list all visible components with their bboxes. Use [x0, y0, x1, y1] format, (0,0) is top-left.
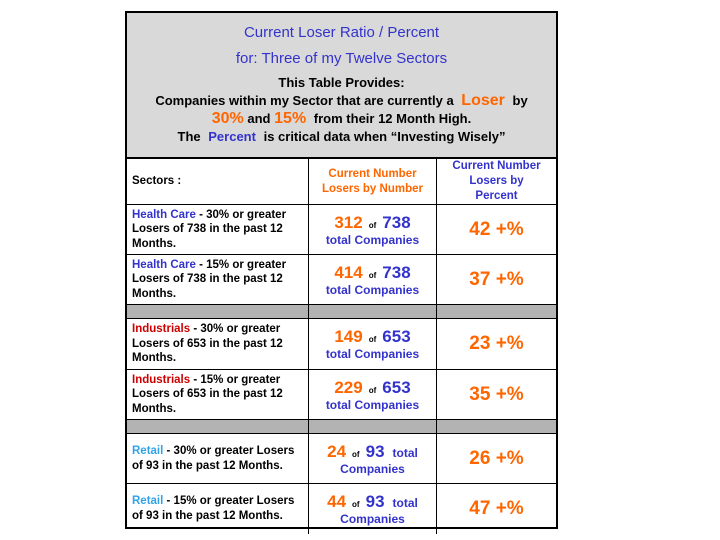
loser-ratio-table-card [125, 11, 558, 529]
row-desc-text: - 15% or greater Losers of 93 in the past 12 Months. [132, 495, 295, 522]
table-row [127, 205, 556, 255]
row-desc [127, 255, 309, 305]
row-desc-text: - 30% or greater Losers of 738 in the past 12 Months. [132, 208, 287, 250]
total-word: total [392, 445, 418, 460]
losers-by-number [309, 205, 437, 255]
sector-name: Health Care [132, 208, 196, 221]
companies-word: Companies [340, 511, 405, 526]
pct-30: 30% [211, 110, 244, 127]
col-by-number [309, 159, 437, 205]
losers-by-number [309, 434, 437, 484]
sector-name: Industrials [132, 323, 191, 336]
table-row [127, 255, 556, 305]
header-provides: This Table Provides: [278, 75, 405, 90]
total-count: 93 [365, 491, 385, 511]
col-sectors: Sectors : [127, 159, 309, 205]
header-line-4 [127, 128, 556, 146]
col-by-percent-label: Current Number Losers by Percent [452, 160, 541, 202]
total-companies-label: total Companies [325, 232, 420, 247]
losers-percent: 26 +% [437, 434, 557, 484]
total-word: total [392, 495, 418, 510]
companies-word: Companies [340, 461, 405, 476]
table-row [127, 484, 556, 534]
row-desc [127, 484, 309, 534]
column-header-row [127, 159, 556, 205]
table-row [127, 370, 556, 420]
header-title: Current Loser Ratio / Percent [243, 24, 440, 41]
section-separator [127, 305, 556, 319]
losers-count: 414 [334, 262, 363, 282]
row-desc-text: - 30% or greater Losers of 653 in the past 12 Months. [132, 323, 283, 365]
row-desc [127, 370, 309, 420]
header-line-3 [127, 110, 556, 128]
line4-pre: The [177, 129, 201, 144]
of-word: of [368, 385, 377, 395]
losers-percent: 35 +% [437, 370, 557, 420]
total-count: 653 [382, 327, 411, 346]
col-by-percent [437, 159, 557, 205]
total-count: 738 [382, 212, 411, 232]
of-word: of [368, 220, 377, 230]
losers-by-number [309, 484, 437, 534]
losers-by-number [309, 370, 437, 420]
total-count: 93 [365, 441, 385, 461]
of-word: of [352, 499, 360, 509]
total-count: 738 [382, 262, 411, 282]
losers-percent: 23 +% [437, 319, 557, 370]
sector-name: Retail [132, 495, 164, 508]
pct-15: 15% [274, 110, 307, 127]
and-word: and [247, 111, 271, 126]
line4-post: is critical data when “Investing Wisely” [263, 129, 506, 144]
losers-by-number [309, 255, 437, 305]
total-companies-label: total Companies [325, 282, 420, 297]
losers-count: 24 [327, 441, 347, 461]
row-desc [127, 205, 309, 255]
total-companies-label: total Companies [325, 397, 420, 412]
line2-pre: Companies within my Sector that are currently a [155, 93, 454, 108]
losers-percent: 37 +% [437, 255, 557, 305]
losers-percent: 47 +% [437, 484, 557, 534]
percent-word: Percent [208, 129, 256, 144]
losers-count: 312 [334, 212, 363, 232]
line3-post: from their 12 Month High. [313, 111, 472, 126]
row-desc-text: - 15% or greater Losers of 738 in the past 12 Months. [132, 258, 287, 300]
table-row [127, 434, 556, 484]
sector-name: Industrials [132, 373, 191, 386]
losers-percent: 42 +% [437, 205, 557, 255]
sector-name: Retail [132, 445, 164, 457]
row-desc-text: - 15% or greater Losers of 653 in the past 12 Months. [132, 373, 283, 415]
of-word: of [368, 270, 377, 280]
of-word: of [368, 335, 377, 344]
col-by-number-label: Current Number Losers by Number [322, 167, 423, 195]
table-header [127, 13, 556, 159]
total-count: 653 [382, 377, 411, 397]
line2-post: by [512, 93, 528, 108]
losers-count: 44 [327, 491, 347, 511]
row-desc [127, 434, 309, 484]
sector-name: Health Care [132, 258, 196, 271]
loser-word: Loser [461, 92, 505, 109]
table-row [127, 319, 556, 370]
section-separator [127, 420, 556, 434]
row-desc-text: - 30% or greater Losers of 93 in the past 12 Months. [132, 445, 295, 472]
total-companies-label: total Companies [325, 347, 420, 361]
losers-by-number [309, 319, 437, 370]
header-subtitle: for: Three of my Twelve Sectors [235, 50, 448, 67]
losers-count: 149 [334, 327, 363, 346]
header-line-2 [127, 92, 556, 110]
row-desc [127, 319, 309, 370]
losers-count: 229 [334, 377, 363, 397]
loser-table [127, 159, 556, 534]
of-word: of [352, 449, 360, 459]
